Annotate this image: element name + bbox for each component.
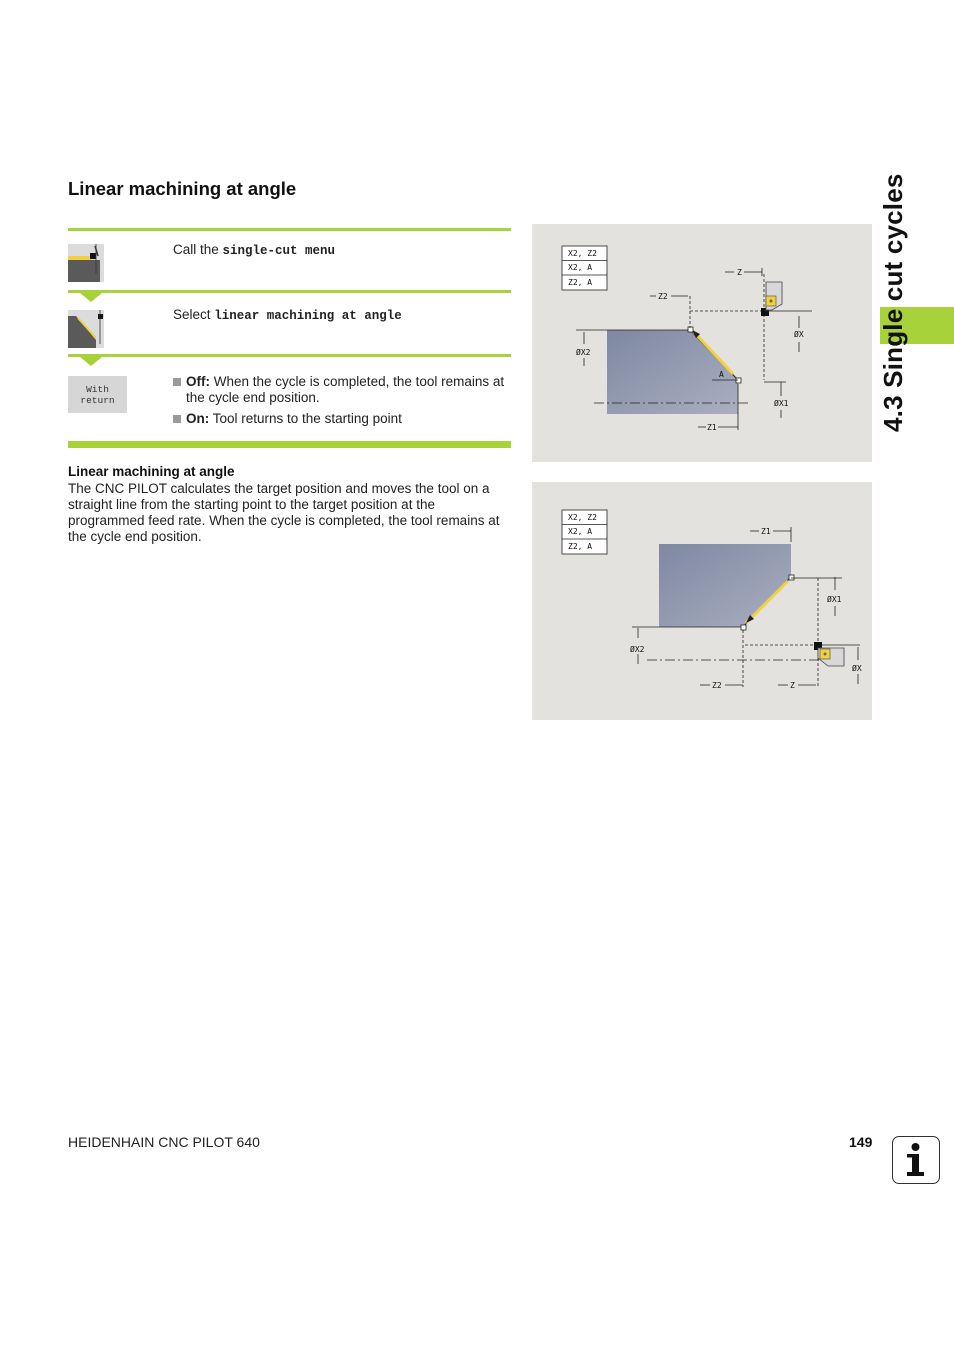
softkey-line1: With — [86, 383, 109, 395]
step-prefix: Select — [173, 307, 215, 322]
bullet-square-icon — [173, 378, 181, 386]
start-point — [789, 575, 794, 580]
body-heading: Linear machining at angle — [68, 464, 235, 479]
label-z1: Z1 — [761, 527, 771, 536]
step-select-linear-angle — [173, 307, 402, 323]
option-label: Off: — [186, 374, 210, 389]
option-label: On: — [186, 411, 210, 426]
label-a: A — [719, 370, 724, 379]
target-point — [741, 625, 746, 630]
parameter-table — [562, 510, 607, 554]
figure-external-chamfer — [532, 224, 872, 462]
label-z2: Z2 — [712, 681, 722, 690]
step-prefix: Call the — [173, 242, 223, 257]
table-row: X2, Z2 — [568, 513, 597, 522]
section-end-bar — [68, 441, 511, 448]
step-divider — [68, 228, 511, 231]
step-call-single-cut — [173, 242, 335, 258]
chapter-title: 4.3 Single cut cycles — [878, 173, 908, 432]
table-row: X2, A — [568, 263, 593, 272]
parameter-table — [562, 246, 607, 290]
option-on — [173, 411, 513, 427]
table-row: X2, Z2 — [568, 249, 597, 258]
step-code: linear machining at angle — [214, 309, 402, 323]
label-z: Z — [790, 681, 795, 690]
footer-product: HEIDENHAIN CNC PILOT 640 — [68, 1134, 260, 1150]
page-number: 149 — [849, 1134, 873, 1150]
label-z2: Z2 — [658, 292, 668, 301]
option-off — [173, 374, 513, 406]
label-x2: ØX2 — [630, 645, 645, 654]
linear-angle-icon — [68, 310, 104, 348]
label-x1: ØX1 — [827, 595, 842, 604]
label-x1: ØX1 — [774, 399, 789, 408]
step-arrow-icon — [80, 293, 102, 302]
bullet-square-icon — [173, 415, 181, 423]
step-divider — [68, 290, 511, 293]
info-icon — [892, 1136, 940, 1184]
label-x: ØX — [852, 664, 862, 673]
label-z1: Z1 — [707, 423, 717, 432]
figure-internal-chamfer — [532, 482, 872, 720]
option-text: Tool returns to the starting point — [209, 411, 402, 426]
label-x: ØX — [794, 330, 804, 339]
step-code: single-cut menu — [222, 244, 336, 258]
single-cut-menu-icon — [68, 244, 104, 282]
label-z: Z — [737, 268, 742, 277]
softkey-line2: return — [80, 394, 115, 406]
label-x2: ØX2 — [576, 348, 591, 357]
option-text: When the cycle is completed, the tool remains at the cycle end position. — [186, 374, 505, 405]
workpiece — [659, 544, 791, 627]
target-point — [688, 327, 693, 332]
step-divider — [68, 354, 511, 357]
start-point — [736, 378, 741, 383]
table-row: X2, A — [568, 527, 593, 536]
body-text: The CNC PILOT calculates the target position and moves the tool on a straight line from the starting point to the target position at the programmed feed rate. When the cycle is completed, the tool remains at the cycle end position. — [68, 481, 500, 544]
tool-holder — [761, 282, 812, 316]
tool-holder — [814, 642, 860, 666]
table-row: Z2, A — [568, 278, 593, 287]
section-title: Linear machining at angle — [68, 178, 297, 199]
table-row: Z2, A — [568, 542, 593, 551]
step-arrow-icon — [80, 357, 102, 366]
with-return-softkey[interactable] — [68, 376, 127, 413]
